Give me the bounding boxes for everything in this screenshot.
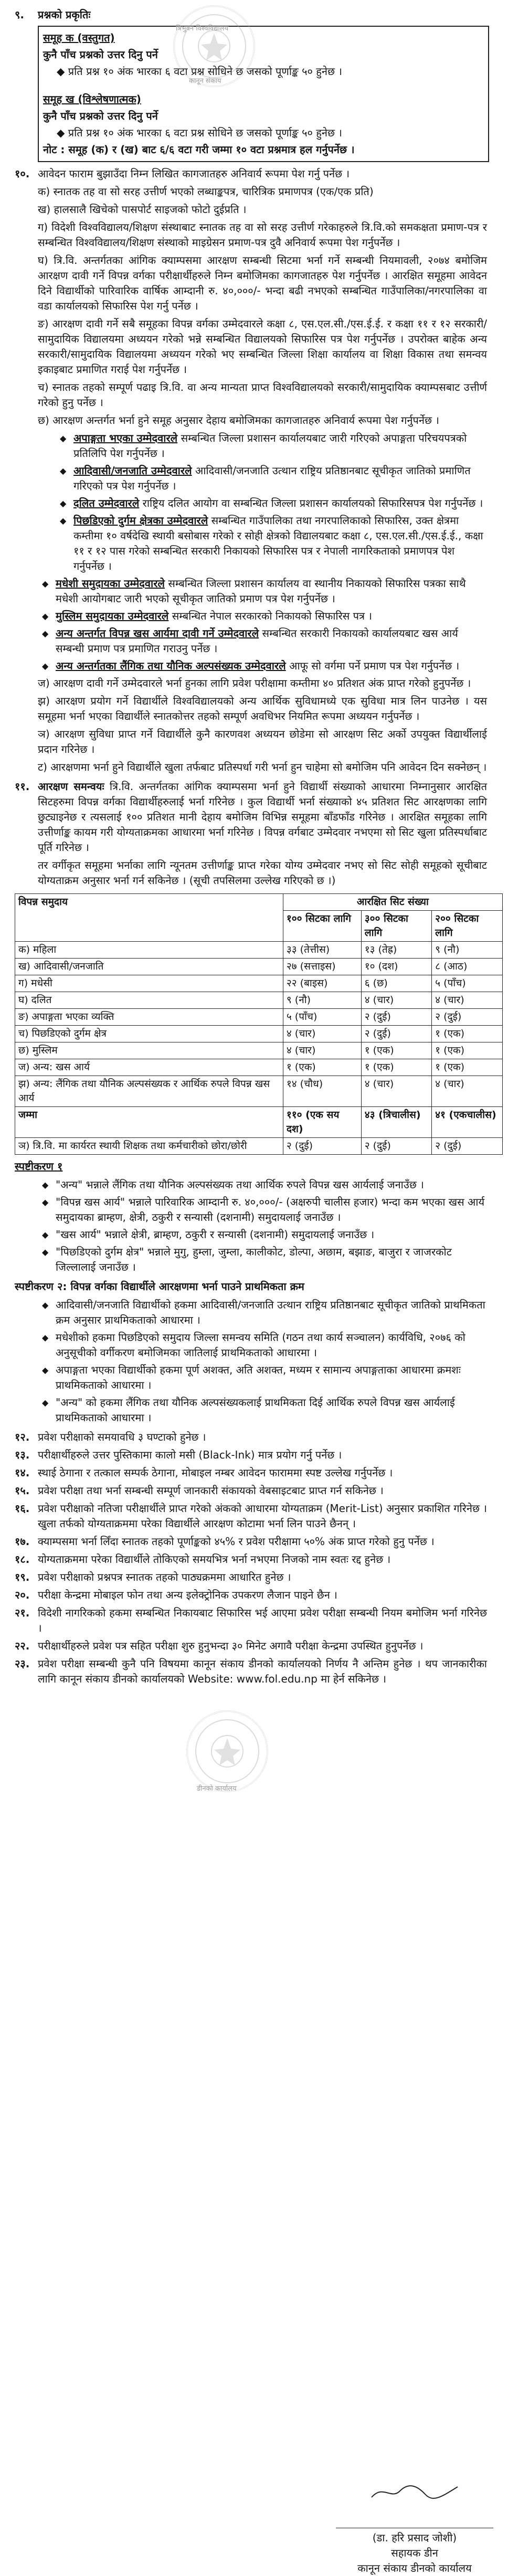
bullet-label: अपाङ्गता भएका उम्मेदवारले <box>73 432 178 444</box>
cell-seats: २ (दुई) <box>432 1009 503 1026</box>
item-number: १९. <box>15 1571 30 1583</box>
bullet-muslim <box>15 609 487 624</box>
seal-text-1: त्रिभुवन विश्वविद्यालय <box>176 25 229 33</box>
item-text: प्रवेश परीक्षाको प्रश्नपत्र स्नातक तहको पाठ्यक्रममा आधारित हुनेछ । <box>38 1571 291 1583</box>
col-header-300: ३०० सिटका लागि <box>361 911 431 942</box>
clarification-point <box>15 1227 487 1242</box>
reservation-note <box>15 858 487 888</box>
item-text: प्रवेश परीक्षा सम्बन्धी कुनै पनि विषयमा कानून संकाय डीनको कार्यालयको निर्णय नै अन्तिम हुनेछ । थप जानकारीका लागि कानून संकाय डीनको कार्यालयको Website: www.fol.edu.np मा हेर्न सकिनेछ । <box>38 1657 487 1685</box>
table-row <box>15 1076 503 1107</box>
item-text: ङ) आरक्षण दावी गर्ने सबै समूहका विपन्न वर्गका उम्मेदवारले कक्षा ८, एस.एल.सी./एस.ई.ई. र कक्षा ११ र १२ सरकारी/सामुदायिक विद्यालयमा अध्ययन गरेको भन्ने सम्बन्धित विद्यालयको सिफारिस पत्र पेश गर्नुपर्नेछ । उपरोक्त बाहेक अन्य सरकारी/सामुदायिक विद्यालयमा अध्ययन गरेको भए सम्बन्धित जिल्ला शिक्षा कार्यालय वा शिक्षा विकास तथा समन्वय इकाइबाट प्रमाणित गराई पेश गर्नुपर्नेछ । <box>38 317 487 376</box>
cell-seats: २२ (बाइस) <box>283 975 361 992</box>
bullet-text: सम्बन्धित जिल्ला प्रशासन कार्यालय वा स्थानीय निकायको सिफारिस पत्रका साथै मधेशी आयोगबाट जारी भएको सूचीकृत जातिको प्रमाण पत्र पेश गर्नुपर्नेछ । <box>56 577 466 605</box>
item-10-gha <box>15 253 487 314</box>
table-row <box>15 1009 503 1026</box>
cell-seats: २ (दुई) <box>361 1138 431 1155</box>
cell-seats: १ (एक) <box>361 1042 431 1059</box>
item-22 <box>15 1638 487 1654</box>
signature-block <box>336 2482 493 2576</box>
cell-seats: ४ (चार) <box>432 1076 503 1107</box>
item-number: १६. <box>15 1502 30 1515</box>
reservation-table-body <box>15 942 503 1155</box>
cell-seats: १ (एक) <box>432 1059 503 1076</box>
cell-seats: १ (एक) <box>432 1042 503 1059</box>
bullet-khas-arya <box>15 626 487 656</box>
item-number: २२. <box>15 1640 30 1652</box>
item-text: छ) आरक्षण अन्तर्गत भर्ना हुने समूह अनुसार देहाय बमोजिमका कागजातहरु अनिवार्य रूपमा पेश गर्नुपर्नेछ । <box>38 414 439 427</box>
group-b-rule: कुनै पाँच प्रश्नको उत्तर दिनु पर्ने <box>43 110 158 122</box>
item-text: ख) हालसालै खिचेको पासपोर्ट साइजको फोटो दुईप्रति । <box>38 203 247 216</box>
clarification-point <box>15 1195 487 1225</box>
item-number: १८. <box>15 1553 30 1566</box>
reservation-section <box>15 779 496 1155</box>
bullet-text: आफू सो वर्गमा पर्ने प्रमाण पत्र पेश गर्नुपर्नेछ । <box>289 659 460 672</box>
cell-seats: ५ (पाँच) <box>283 1009 361 1026</box>
bullet-remote-area <box>15 513 487 574</box>
cell-seats: १० (दश) <box>361 959 431 975</box>
point-text: "अन्य" को हकमा लैंगिक तथा यौनिक अल्पसंख्यकलाई प्राथमिकता दिई आर्थिक रुपले विपन्न खस आर्यलाई प्राथमिकताको आधारमा । <box>56 1396 455 1424</box>
section-title: आरक्षण समन्वयः <box>38 780 104 793</box>
cell-seats: ४ (चार) <box>361 1076 431 1107</box>
clarification-2 <box>15 1279 487 1425</box>
item-12 <box>15 1430 487 1445</box>
item-text: क) स्नातक तह वा सो सरह उत्तीर्ण भएको लब्धाङ्कपत्र, चारित्रिक प्रमाणपत्र (एक/एक प्रति) <box>38 185 374 198</box>
seal-text-2: कानून संकाय <box>189 77 221 85</box>
item-number: १३. <box>15 1449 30 1461</box>
bullet-janajati <box>15 463 487 494</box>
group-b-point: ◆ प्रति प्रश्न १० अंक भारका ६ वटा प्रश्न सोधिने छ जसको पूर्णाङ्क ५० हुनेछ । <box>57 126 342 139</box>
cell-seats: २ (दुई) <box>361 1009 431 1026</box>
cell-seats: ११० (एक सय दश) <box>283 1107 361 1138</box>
item-text: तर वर्गीकृत समूहमा भर्नाका लागि न्यूनतम उत्तीर्णाङ्क प्राप्त गरेका योग्य उम्मेदवार नभए सो सिट सोही समूहको सूचीबाट योग्यताक्रम अनुसार भर्ना गर्न सकिनेछ । (सूची तपसिलमा उल्लेख गरिएको छ ।) <box>38 859 487 887</box>
table-row <box>15 992 503 1009</box>
cell-seats: ४ (चार) <box>432 992 503 1009</box>
item-number: ११. <box>15 780 30 793</box>
documents-section <box>15 166 487 775</box>
bullet-label: आदिवासी/जनजाति उम्मेदवारले <box>73 464 192 477</box>
item-17 <box>15 1534 487 1549</box>
signature-icon <box>367 2482 462 2503</box>
cell-group: घ) दलित <box>15 992 283 1009</box>
group-a-point-text: प्रति प्रश्न १० अंक भारका ६ वटा प्रश्न सोधिने छ जसको पूर्णाङ्क ५० हुनेछ । <box>68 65 342 78</box>
cell-seats: २ (दुई) <box>283 1138 361 1155</box>
item-number: २३. <box>15 1657 30 1670</box>
table-row <box>15 959 503 975</box>
bullet-label: पिछडिएको दुर्गम क्षेत्रका उम्मेदवारले <box>73 514 208 527</box>
clarification-point <box>15 1395 487 1425</box>
item-10-cha <box>15 380 487 410</box>
seal-emblem-icon <box>188 1712 267 1791</box>
group-a-rule: कुनै पाँच प्रश्नको उत्तर दिनु पर्ने <box>43 48 158 61</box>
item-text: प्रवेश परीक्षाको समयावधि ३ घण्टाको हुनेछ । <box>38 1431 206 1443</box>
seal-text-3: डीनको कार्यालय <box>197 1785 237 1793</box>
official-seal <box>186 1710 268 1792</box>
bullet-label: मधेशी समुदायका उम्मेदवारले <box>56 577 165 590</box>
item-10-nya <box>15 727 487 757</box>
cell-seats: ४ (चार) <box>361 992 431 1009</box>
cell-seats: ५ (पाँच) <box>432 975 503 992</box>
table-row <box>15 942 503 959</box>
cell-seats: १ (एक) <box>361 1059 431 1076</box>
cell-group: जम्मा <box>15 1107 283 1138</box>
cell-seats: ३३ (तेत्तीस) <box>283 942 361 959</box>
bullet-text: सम्बन्धित जिल्ला प्रशासन कार्यालयबाट जारी गरिएको अपाङ्गता परिचयपत्रको प्रतिलिपि पेश गर्नुपर्नेछ । <box>73 432 467 460</box>
clarification-1 <box>15 1159 487 1275</box>
item-text: योग्यताक्रममा परेका विद्यार्थीले तोकिएको समयभित्र भर्ना नभएमा निजको नाम स्वतः रद्द हुनेछ । <box>38 1553 391 1566</box>
cell-group: क) महिला <box>15 942 283 959</box>
item-10-nga <box>15 316 487 377</box>
item-text: ञ) आरक्षण सुविधा प्राप्त गर्ने विद्यार्थीले कुनै कारणवश अध्ययन छोडेमा सो आरक्षण सिट अर्को उपयुक्त विद्यार्थीलाई प्रदान गरिनेछ । <box>38 728 487 755</box>
point-text: "अन्य" भन्नाले लैंगिक तथा यौनिक अल्पसंख्यक तथा आर्थिक रुपले विपन्न खस आर्यलाई जनाउँछ । <box>56 1178 424 1191</box>
bullet-label: अन्य अन्तर्गत विपन्न खस आर्यमा दावी गर्ने उम्मेदवारले <box>56 627 259 640</box>
item-10-kha <box>15 202 487 217</box>
cell-seats: १ (एक) <box>432 1026 503 1042</box>
item-text: घ) त्रि.वि. अन्तर्गतका आंगिक क्याम्पसमा आरक्षण सम्बन्धी सिटमा भर्ना गर्ने सम्बन्धी नियमावली, २०७४ बमोजिम आरक्षण दावी गर्ने विपन्न वर्गका परीक्षार्थीहरुले निम्न बमोजिमका कागजातहरु पेश गर्नुपर्नेछ । आरक्षित समूहमा आवेदन दिने विद्यार्थीको पारिवारिक वार्षिक आम्दानी रु. ४०,०००/- भन्दा बढी नभएको सम्बन्धित गाउँपालिका/नगरपालिका वा वडा कार्यालयको सिफारिस पेश गर्नु पर्नेछ । <box>38 254 487 312</box>
item-10-jha <box>15 694 487 724</box>
final-items-section <box>15 1430 487 1687</box>
bullet-dalit <box>15 496 487 511</box>
bullet-gender-minority <box>15 658 487 674</box>
item-10-ja <box>15 676 487 691</box>
signatory-name: (डा. हरि प्रसाद जोशी) <box>336 2528 493 2546</box>
cell-seats: ४ (चार) <box>283 1042 361 1059</box>
item-text: ज) आरक्षण दावी गर्ने उम्मेदवारले भर्ना हुनका लागि प्रवेश परीक्षामा कम्तीमा ४० प्रतिशत अंक प्राप्त गरेको हुनुपर्नेछ । <box>38 677 471 689</box>
item-text: प्रवेश परीक्षाको नतिजा परीक्षार्थीले प्राप्त गरेको अंकको आधारमा योग्यताक्रम (Merit-List) अनुसार प्रकाशित गरिनेछ । खुला तर्फको योग्यताक्रममा परेका विद्यार्थीले आरक्षण कोटामा भर्ना लिन पाउने छैनन् । <box>38 1502 487 1530</box>
clarification-1-title: स्पष्टीकरण १ <box>15 1160 63 1173</box>
item-text: परीक्षार्थीहरुले प्रवेश पत्र सहित परीक्षा शुरु हुनुभन्दा ३० मिनेट अगावै परीक्षा केन्द्रमा उपस्थित हुनुपर्नेछ । <box>38 1640 424 1652</box>
item-text: झ) आरक्षण प्रयोग गर्ने विद्यार्थीले विश्वविद्यालयको अन्य आर्थिक सुविधामध्ये एक सुविधा मात्र लिन पाउनेछ । यस समूहमा भर्ना भएका विद्यार्थीले स्नातकोत्तर तहको सम्पूर्ण अवधिभर नियमित रूपमा अध्ययन गर्नुपर्नेछ । <box>38 695 487 722</box>
clarification-point <box>15 1330 487 1360</box>
cell-seats: २ (दुई) <box>361 1026 431 1042</box>
bullet-label: दलित उम्मेदवारले <box>73 497 140 509</box>
col-header-100: १०० सिटका लागि <box>283 911 361 942</box>
cell-seats: ४ (चार) <box>283 1026 361 1042</box>
item-text: प्रवेश परीक्षा तथा भर्ना सम्बन्धी सम्पूर्ण जानकारी संकायको वेबसाइटबाट प्राप्त गर्न सकिनेछ । <box>38 1484 384 1497</box>
cell-group: छ) मुस्लिम <box>15 1042 283 1059</box>
cell-seats: २७ (सत्ताइस) <box>283 959 361 975</box>
item-text: च) स्नातक तहको सम्पूर्ण पढाइ त्रि.वि. वा अन्य मान्यता प्राप्त विश्वविद्यालयको सरकारी/सामुदायिक क्याम्पसबाट उत्तीर्ण गरेको हुनु पर्नेछ । <box>38 381 487 409</box>
item-number: १७. <box>15 1535 30 1548</box>
item-text: स्थाई ठेगाना र तत्काल सम्पर्क ठेगाना, मोबाइल नम्बर आवेदन फाराममा स्पष्ट उल्लेख गर्नुपर्नेछ । <box>38 1466 393 1479</box>
col-header-200: २०० सिटका लागि <box>432 911 503 942</box>
item-number: १२. <box>15 1431 30 1443</box>
cell-group: झ) अन्य: लैंगिक तथा यौनिक अल्पसंख्यक र आर्थिक रुपले विपन्न खस आर्य <box>15 1076 283 1107</box>
group-b-point-text: प्रति प्रश्न १० अंक भारका ६ वटा प्रश्न सोधिने छ जसको पूर्णाङ्क ५० हुनेछ । <box>68 126 342 139</box>
signatory-role: सहायक डीन <box>391 2547 438 2559</box>
item-number: २१. <box>15 1606 30 1619</box>
point-text: "विपन्न खस आर्य" भन्नाले पारिवारिक आम्दानी रु. ४०,०००/- (अक्षरुपी चालीस हजार) भन्दा कम भएका खस आर्य समुदायका ब्राम्हण, क्षेत्री, ठकुरी र सन्यासी (दशनामी) समुदायलाई जनाउँछ । <box>56 1196 485 1223</box>
cell-seats: १ (एक) <box>283 1059 361 1076</box>
cell-seats: ६ (छ) <box>361 975 431 992</box>
bullet-label: अन्य अन्तर्गतका लैंगिक तथा यौनिक अल्पसंख्यक उम्मेदवारले <box>56 659 286 672</box>
signature-scribble <box>336 2482 493 2507</box>
point-text: "पिछडिएको दुर्गम क्षेत्र" भन्नाले मुगु, हुम्ला, जुम्ला, कालीकोट, डोल्पा, अछाम, बझाङ, बाजुरा र जाजरकोट जिल्लालाई जनाउँछ । <box>56 1246 452 1273</box>
item-number: २०. <box>15 1589 30 1601</box>
reservation-documents-list-b <box>15 576 487 674</box>
cell-seats: १४ (चौध) <box>283 1076 361 1107</box>
bullet-text: सम्बन्धित गाउँपालिका तथा नगरपालिकाको सिफारिस, उक्त क्षेत्रमा कम्तीमा १० वर्षदेखि स्थायी बसोबास गरेको र सोही क्षेत्रको विद्यालयबाट कक्षा ८, एस.एल.सी./एस.ई.ई., कक्षा ११ र १२ पास गरेको सम्बन्धित सरकारी निकायको सिफारिस पत्र र नेपाली नागरिकताको प्रमाणपत्र पेश गर्नुपर्नेछ । <box>73 514 483 572</box>
point-text: मधेशीको हकमा पिछडिएको समुदाय जिल्ला समन्वय समिति (गठन तथा कार्य सञ्चालन) कार्यविधि, २०७६ को अनुसूचीको वर्गीकरण बमोजिमका जातिलाई प्राथमिकताको आधारमा । <box>56 1331 465 1359</box>
signatory-office: कानून संकाय डीनको कार्यालय <box>357 2562 472 2574</box>
bullet-disability <box>15 431 487 461</box>
item-text: आवेदन फाराम बुझाउँदा निम्न लिखित कागजातहरु अनिवार्य रूपमा पेश गर्नु पर्नेछ । <box>38 167 350 180</box>
item-10-chha <box>15 413 487 428</box>
col-header-seats: आरक्षित सिट संख्या <box>283 894 502 911</box>
reservation-documents-list-a <box>15 431 487 574</box>
table-row <box>15 1107 503 1138</box>
cell-group: ग) मधेसी <box>15 975 283 992</box>
group-a-title: समूह क (वस्तुगत) <box>43 31 115 44</box>
cell-group: ङ) अपाङ्गता भएका व्यक्ति <box>15 1009 283 1026</box>
cell-seats: ४१ (एकचालीस) <box>432 1107 503 1138</box>
section-title: प्रश्नको प्रकृतिः <box>38 8 91 21</box>
col-header-group: विपन्न समुदाय <box>15 894 283 942</box>
table-row <box>15 975 503 992</box>
table-row <box>15 1042 503 1059</box>
cell-group: च) पिछडिएको दुर्गम क्षेत्र <box>15 1026 283 1042</box>
item-16 <box>15 1501 487 1531</box>
item-13 <box>15 1447 487 1463</box>
table-row <box>15 1138 503 1155</box>
point-text: आदिवासी/जनजाति विद्यार्थीको हकमा आदिवासी/जनजाति उत्थान राष्ट्रिय प्रतिष्ठानबाट सूचीकृत जातिको प्राथमिकता क्रम अनुसार प्राथमिकताको आधारमा । <box>56 1298 485 1326</box>
groups-note: नोट : समूह (क) र (ख) बाट ६/६ वटा गरी जम्मा १० वटा प्रश्नमात्र हल गर्नुपर्नेछ । <box>43 143 355 156</box>
bullet-label: मुस्लिम समुदायका उम्मेदवारले <box>56 610 169 622</box>
table-row <box>15 1059 503 1076</box>
cell-group: ञ) त्रि.वि. मा कार्यरत स्थायी शिक्षक तथा कर्मचारीको छोरा/छोरी <box>15 1138 283 1155</box>
group-b-title: समूह ख (विश्लेषणात्मक) <box>43 93 141 105</box>
clarification-point <box>15 1297 487 1328</box>
point-text: "खस आर्य" भन्नाले क्षेत्री, ब्राम्हण, ठकुरी र सन्यासी (दशनामी) समुदायलाई जनाउँछ । <box>56 1228 375 1241</box>
table-row <box>15 1026 503 1042</box>
item-text: त्रि.वि. अन्तर्गतका आंगिक क्याम्पसमा भर्ना हुने विद्यार्थी संख्याको आधारमा निम्नानुसार आरक्षित सिटहरुमा विपन्न वर्गका विद्यार्थीहरुलाई भर्ना गरिनेछ । कुल विद्यार्थी भर्ना संख्याको ४५ प्रतिशत सिट आरक्षणका लागि छुट्याइनेछ र त्यसलाई १०० प्रतिशत मानी देहाय बमोजिम विभिन्न समूहमा बाँडफाँड गरिनेछ । आरक्षित समूहका लागि उत्तीर्णाङ्क कायम गरी योग्यताक्रमका आधारमा भर्ना गरिनेछ । विपन्न वर्गबाट उम्मेदवार नभएमा सो सिट खुला प्रतिस्पर्धाबाट पूर्ति गरिनेछ । <box>38 780 488 854</box>
item-text: ग) विदेशी विश्वविद्यालय/शिक्षण संस्थाबाट स्नातक तह वा सो सरह उत्तीर्ण गरेकाहरुले त्रि.वि.को समकक्षता प्रमाण-पत्र र सम्बन्धित विश्वविद्यालय/शिक्षण संस्थाको माइग्रेसन प्रमाण-पत्र दुवै अनिवार्य रूपमा पेश गर्नुपर्नेछ । <box>38 221 487 249</box>
cell-seats: १३ (तेह्र) <box>361 942 431 959</box>
item-18 <box>15 1552 487 1567</box>
reservation-table <box>15 893 503 1155</box>
bullet-text: सम्बन्धित सरकारी निकायको कार्यालयबाट खस आर्य सम्बन्धी प्रमाण पत्र प्रमाणित गराउनु पर्नेछ । <box>56 627 458 655</box>
item-number: १०. <box>15 167 30 180</box>
item-20 <box>15 1588 487 1603</box>
item-21 <box>15 1605 487 1636</box>
item-text: क्याम्पसमा भर्ना लिँदा स्नातक तहको पूर्णाङ्कको ४५% र प्रवेश परीक्षामा ५०% अंक प्राप्त गरेको हुनु पर्नेछ । <box>38 1535 435 1548</box>
clarification-point <box>15 1177 487 1193</box>
item-text: ट) आरक्षणमा भर्ना हुने विद्यार्थीले खुला तर्फबाट प्रतिस्पर्धा गरी भर्ना हुन चाहेमा सो बमोजिम पनि आवेदन दिन सक्नेछन् । <box>38 761 487 773</box>
bullet-madhesi <box>15 576 487 606</box>
item-19 <box>15 1570 487 1585</box>
item-23 <box>15 1656 487 1687</box>
cell-group: ज) अन्य: खस आर्य <box>15 1059 283 1076</box>
point-text: अपाङ्गता भएका विद्यार्थीको हकमा पूर्ण अशक्त, अति अशक्त, मध्यम र सामान्य अपाङ्गताका आधारमा क्रमशः प्राथमिकताको आधारमा । <box>56 1364 461 1391</box>
group-a-point: ◆ प्रति प्रश्न १० अंक भारका ६ वटा प्रश्न सोधिने छ जसको पूर्णाङ्क ५० हुनेछ । <box>57 65 342 78</box>
item-10-ka <box>15 184 487 199</box>
item-11 <box>15 779 487 855</box>
item-14 <box>15 1465 487 1481</box>
cell-seats: ९ (नौ) <box>283 992 361 1009</box>
cell-seats: ९ (नौ) <box>432 942 503 959</box>
bullet-text: सम्बन्धित नेपाल सरकारको निकायको सिफारिस पत्र । <box>172 610 373 622</box>
item-number: १४. <box>15 1466 30 1479</box>
cell-seats: २ (दुई) <box>432 1138 503 1155</box>
item-10-ta <box>15 760 487 775</box>
item-number: ९. <box>15 8 24 21</box>
question-groups-box <box>38 26 489 162</box>
item-text: परीक्षा केन्द्रमा मोबाइल फोन तथा अन्य इलेक्ट्रोनिक उपकरण लैजान पाइने छैन । <box>38 1589 337 1601</box>
item-text: परीक्षार्थीहरुले उत्तर पुस्तिकामा कालो मसी (Black-Ink) मात्र प्रयोग गर्नु पर्नेछ । <box>38 1449 342 1461</box>
item-10 <box>15 166 487 182</box>
clarification-2-title: स्पष्टीकरण २: विपन्न वर्गका विद्यार्थीले आरक्षणमा भर्ना पाउने प्राथमिकता क्रम <box>15 1280 304 1293</box>
bullet-text: आदिवासी/जनजाति उत्थान राष्ट्रिय प्रतिष्ठानबाट सूचीकृत जातिको प्रमाणित गरिएको पत्र पेश गर्नुपर्नेछ । <box>73 464 471 492</box>
item-10-ga <box>15 220 487 250</box>
document-page <box>15 7 496 1689</box>
cell-seats: ८ (आठ) <box>432 959 503 975</box>
clarification-point <box>15 1244 487 1275</box>
bullet-text: राष्ट्रिय दलित आयोग वा सम्बन्धित जिल्ला प्रशासन कार्यालयको सिफारिसपत्र पेश गर्नुपर्नेछ । <box>142 497 483 509</box>
item-number: १५. <box>15 1484 30 1497</box>
cell-seats: ४३ (त्रिचालीस) <box>361 1107 431 1138</box>
clarification-point <box>15 1362 487 1393</box>
cell-group: ख) आदिवासी/जनजाति <box>15 959 283 975</box>
item-15 <box>15 1483 487 1498</box>
item-text: विदेशी नागरिकको हकमा सम्बन्धित निकायबाट सिफारिस भई आएमा प्रवेश परीक्षा सम्बन्धी नियम बमोजिम भर्ना गरिनेछ । <box>38 1606 487 1634</box>
